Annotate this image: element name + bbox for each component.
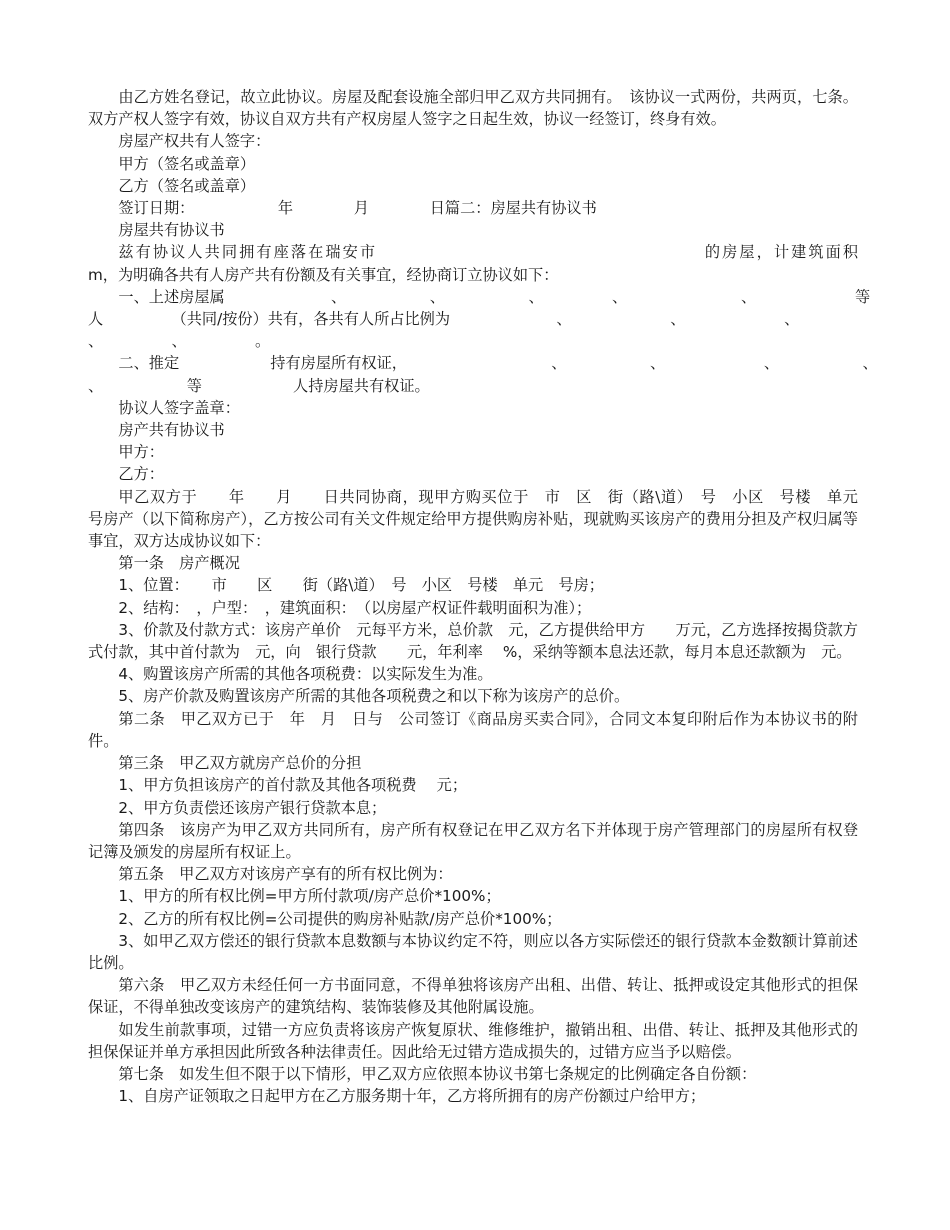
article1-item1: 1、位置： 市 区 街（路\道） 号 小区 号楼 单元 号房；: [118, 576, 604, 595]
article1-item3: 3、价款及付款方式：该房产单价 元每平方米，总价款 元，乙方提供给甲方 万元，乙方选择按揭贷款方式付款，其中首付款为 元，向 银行贷款 元，年利率 %，采纳等额本息法还款，每月本息还款额为 元。: [88, 620, 858, 662]
article1-item4: 4、购置该房产所需的其他各项税费：以实际发生为准。: [118, 665, 493, 684]
article7: 第七条 如发生但不限于以下情形，甲乙双方应依照本协议书第七条规定的比例确定各自份额：: [118, 1064, 757, 1083]
article5-title: 第五条 甲乙双方对该房产享有的所有权比例为：: [118, 865, 453, 884]
agreement2-item1-line3: 、 、 。: [88, 332, 271, 351]
agreement2-item1-line2: 人 （共同/按份）共有，各共有人所占比例为 、 、 、: [88, 310, 800, 329]
agreement3-party-a: 甲方：: [118, 443, 164, 462]
agreement2-item2-line1: 二、推定 持有房屋所有权证， 、 、 、 、: [118, 354, 878, 373]
article3-item1: 1、甲方负担该房产的首付款及其他各项税费 元；: [118, 776, 468, 795]
article1-item2: 2、结构： ，户型： ，建筑面积： （以房屋产权证件载明面积为准）；: [118, 598, 592, 617]
article1-item5: 5、房产价款及购置该房产所需的其他各项税费之和以下称为该房产的总价。: [118, 687, 630, 706]
article3-item2: 2、甲方负责偿还该房产银行贷款本息；: [118, 798, 387, 817]
intro-paragraph: 由乙方姓名登记，故立此协议。房屋及配套设施全部归甲乙双方共同拥有。 该协议一式两份，共两页，七条。双方产权人签字有效，协议自双方共有产权房屋人签字之日起生效，协议一经签订，终身有效。: [88, 88, 858, 129]
document-page: [88, 86, 950, 1107]
article1-title: 第一条 房产概况: [118, 554, 240, 573]
signing-date-line: 签订日期： 年 月 日篇二：房屋共有协议书: [118, 199, 597, 218]
agreement2-preamble: 兹有协议人共同拥有座落在瑞安市 的房屋，计建筑面积 m，为明确各共有人房产共有份额及有关事宜，经协商订立协议如下：: [88, 243, 950, 284]
article4: 第四条 该房产为甲乙双方共同所有，房产所有权登记在甲乙双方名下并体现于房产管理部门的房屋所有权登记簿及颁发的房屋所有权证上。: [88, 820, 858, 861]
agreement2-item1-line1: 一、上述房屋属 、 、 、 、 、 等: [118, 287, 871, 306]
agreement2-item2-line2: 、 等 人持房屋共有权证。: [88, 376, 430, 395]
agreement2-title: 房屋共有协议书: [118, 221, 225, 240]
party-a-signature-label: 甲方（签名或盖章）: [118, 154, 256, 173]
article5-item1: 1、甲方的所有权比例=甲方所付款项/房产总价*100%；: [118, 887, 501, 906]
article6-paragraph2: 如发生前款事项，过错一方应负责将该房产恢复原状、维修维护，撤销出租、出借、转让、抵押及其他形式的担保保证并单方承担因此所致各种法律责任。因此给无过错方造成损失的，过错方应当予以赔偿。: [88, 1020, 858, 1061]
co-owner-signature-label: 房屋产权共有人签字：: [118, 132, 271, 151]
agreement2-signature-label: 协议人签字盖章：: [118, 398, 240, 417]
article7-item1: 1、自房产证领取之日起甲方在乙方服务期十年，乙方将所拥有的房产份额过户给甲方；: [118, 1087, 706, 1106]
agreement3-title: 房产共有协议书: [118, 421, 225, 440]
article5-item3: 3、如甲乙双方偿还的银行贷款本息数额与本协议约定不符，则应以各方实际偿还的银行贷款本金数额计算前述比例。: [88, 931, 858, 972]
party-b-signature-label: 乙方（签名或盖章）: [118, 176, 256, 195]
agreement3-party-b: 乙方：: [118, 465, 164, 484]
agreement3-preamble: 甲乙双方于 年 月 日共同协商，现甲方购买位于 市 区 街（路\道） 号 小区 号楼 单元 号房产（以下简称房产），乙方按公司有关文件规定给甲方提供购房补贴，现就购买该房产的费用分担及产权归属等事宜，双方达成协议如下：: [88, 487, 874, 551]
article6: 第六条 甲乙双方未经任何一方书面同意，不得单独将该房产出租、出借、转让、抵押或设定其他形式的担保保证，不得单独改变该房产的建筑结构、装饰装修及其他附属设施。: [88, 976, 858, 1017]
article3-title: 第三条 甲乙双方就房产总价的分担: [118, 754, 362, 773]
article5-item2: 2、乙方的所有权比例=公司提供的购房补贴款/房产总价*100%；: [118, 909, 562, 928]
article2: 第二条 甲乙双方已于 年 月 日与 公司签订《商品房买卖合同》，合同文本复印附后作为本协议书的附件。: [88, 709, 858, 750]
